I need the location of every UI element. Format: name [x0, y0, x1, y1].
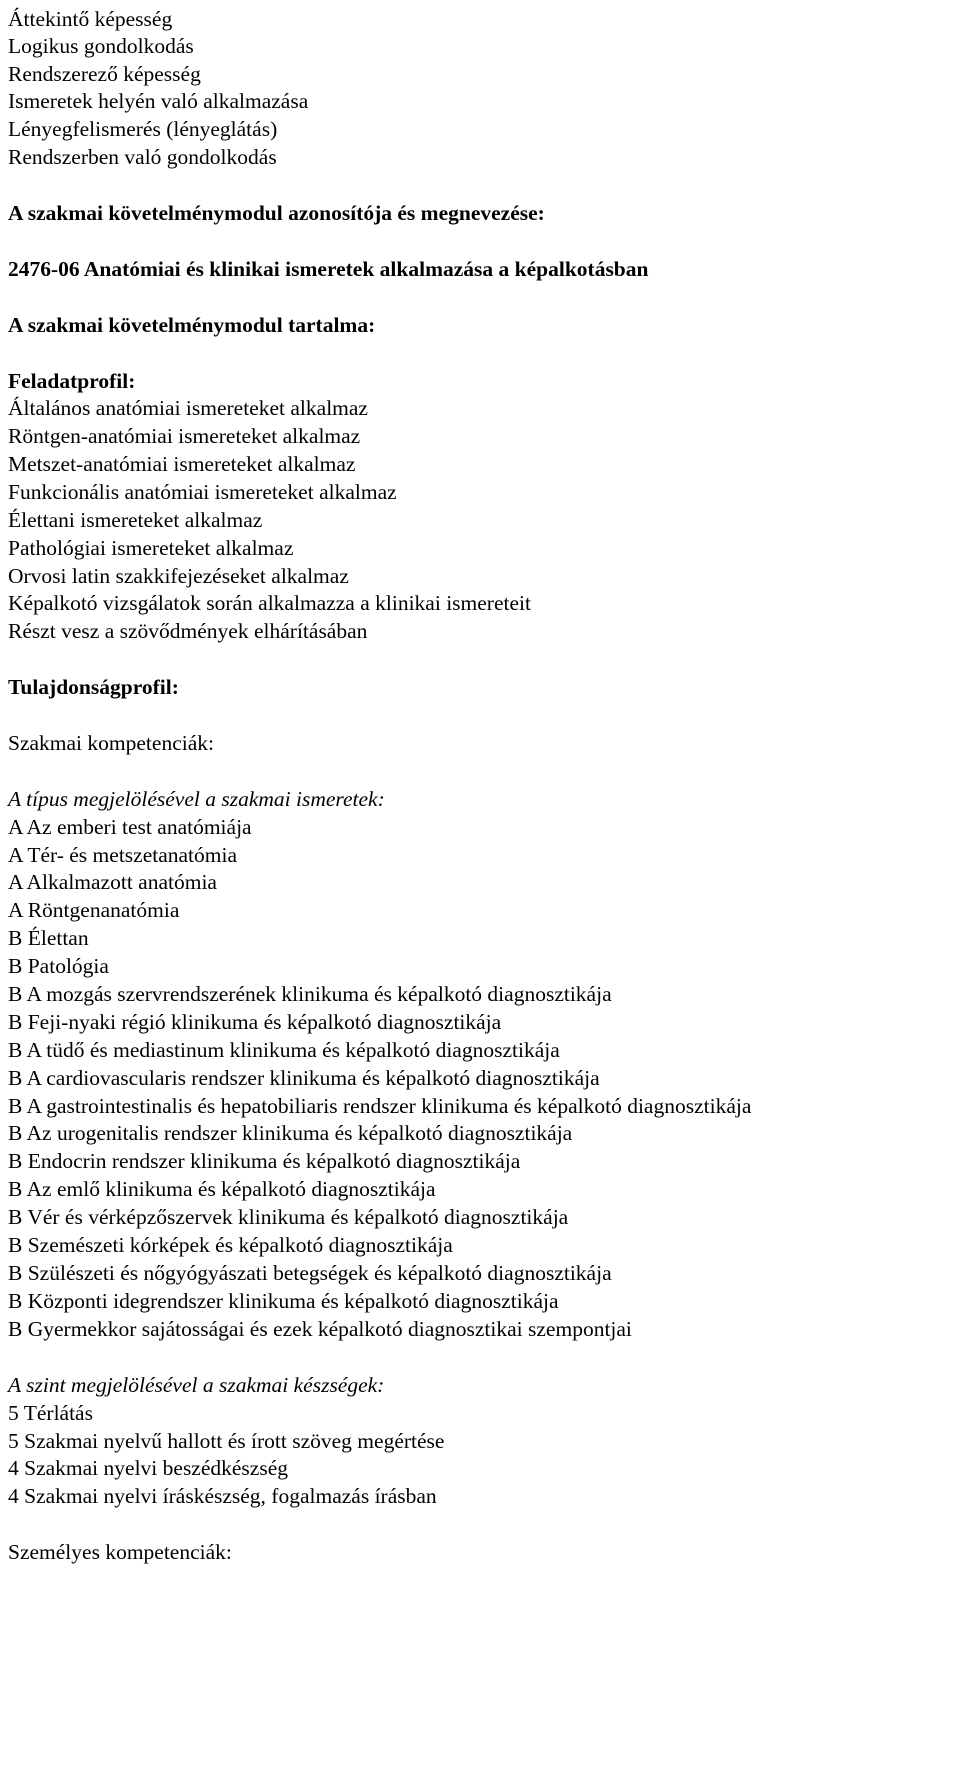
knowledge-item: B A tüdő és mediastinum klinikuma és képalkotó diagnosztikája	[8, 1038, 560, 1062]
knowledge-item: A Alkalmazott anatómia	[8, 870, 217, 894]
property-profile-heading: Tulajdonságprofil:	[8, 675, 179, 699]
task-profile-item: Metszet-anatómiai ismereteket alkalmaz	[8, 452, 356, 476]
intro-list-item: Rendszerező képesség	[8, 62, 201, 86]
skills-item: 5 Térlátás	[8, 1401, 93, 1425]
task-profile-item: Részt vesz a szövődmények elhárításában	[8, 619, 368, 643]
task-profile-item: Élettani ismereteket alkalmaz	[8, 508, 263, 532]
knowledge-item: A Az emberi test anatómiája	[8, 815, 252, 839]
task-profile-heading: Feladatprofil:	[8, 369, 136, 393]
knowledge-item: B Szemészeti kórképek és képalkotó diagnosztikája	[8, 1233, 453, 1257]
intro-list-item: Ismeretek helyén való alkalmazása	[8, 89, 309, 113]
knowledge-item: A Röntgenanatómia	[8, 898, 180, 922]
personal-competencies-label: Személyes kompetenciák:	[8, 1540, 232, 1564]
knowledge-item: B Az urogenitalis rendszer klinikuma és képalkotó diagnosztikája	[8, 1121, 573, 1145]
intro-list-item: Áttekintő képesség	[8, 7, 173, 31]
task-profile-item: Röntgen-anatómiai ismereteket alkalmaz	[8, 424, 361, 448]
knowledge-item: B Központi idegrendszer klinikuma és képalkotó diagnosztikája	[8, 1289, 559, 1313]
task-profile-item: Pathológiai ismereteket alkalmaz	[8, 536, 294, 560]
professional-competencies-label: Szakmai kompetenciák:	[8, 731, 214, 755]
knowledge-item: B Vér és vérképzőszervek klinikuma és képalkotó diagnosztikája	[8, 1205, 569, 1229]
knowledge-item: B Feji-nyaki régió klinikuma és képalkotó diagnosztikája	[8, 1010, 502, 1034]
knowledge-item: A Tér- és metszetanatómia	[8, 843, 238, 867]
task-profile-item: Funkcionális anatómiai ismereteket alkalmaz	[8, 480, 397, 504]
task-profile-item: Általános anatómiai ismereteket alkalmaz	[8, 396, 368, 420]
module-id-heading: A szakmai követelménymodul azonosítója és megnevezése:	[8, 201, 545, 225]
skills-heading: A szint megjelölésével a szakmai készségek:	[8, 1373, 385, 1397]
knowledge-item: B A mozgás szervrendszerének klinikuma és képalkotó diagnosztikája	[8, 982, 612, 1006]
intro-list-item: Rendszerben való gondolkodás	[8, 145, 277, 169]
module-content-heading: A szakmai követelménymodul tartalma:	[8, 313, 376, 337]
module-name: 2476-06 Anatómiai és klinikai ismeretek alkalmazása a képalkotásban	[8, 257, 649, 281]
knowledge-item: B Az emlő klinikuma és képalkotó diagnosztikája	[8, 1177, 436, 1201]
task-profile-item: Orvosi latin szakkifejezéseket alkalmaz	[8, 564, 349, 588]
knowledge-item: B Gyermekkor sajátosságai és ezek képalkotó diagnosztikai szempontjai	[8, 1317, 632, 1341]
knowledge-heading: A típus megjelölésével a szakmai ismeretek:	[8, 787, 385, 811]
knowledge-item: B Endocrin rendszer klinikuma és képalkotó diagnosztikája	[8, 1149, 521, 1173]
knowledge-item: B Patológia	[8, 954, 109, 978]
intro-list-item: Logikus gondolkodás	[8, 34, 194, 58]
skills-item: 4 Szakmai nyelvi beszédkészség	[8, 1456, 289, 1480]
knowledge-item: B A gastrointestinalis és hepatobiliaris rendszer klinikuma és képalkotó diagnosztikája	[8, 1094, 752, 1118]
skills-item: 5 Szakmai nyelvű hallott és írott szöveg megértése	[8, 1429, 445, 1453]
task-profile-item: Képalkotó vizsgálatok során alkalmazza a klinikai ismereteit	[8, 591, 531, 615]
knowledge-item: B Élettan	[8, 926, 89, 950]
skills-item: 4 Szakmai nyelvi íráskészség, fogalmazás írásban	[8, 1484, 437, 1508]
intro-list-item: Lényegfelismerés (lényeglátás)	[8, 117, 278, 141]
knowledge-item: B A cardiovascularis rendszer klinikuma és képalkotó diagnosztikája	[8, 1066, 600, 1090]
knowledge-item: B Szülészeti és nőgyógyászati betegségek és képalkotó diagnosztikája	[8, 1261, 612, 1285]
